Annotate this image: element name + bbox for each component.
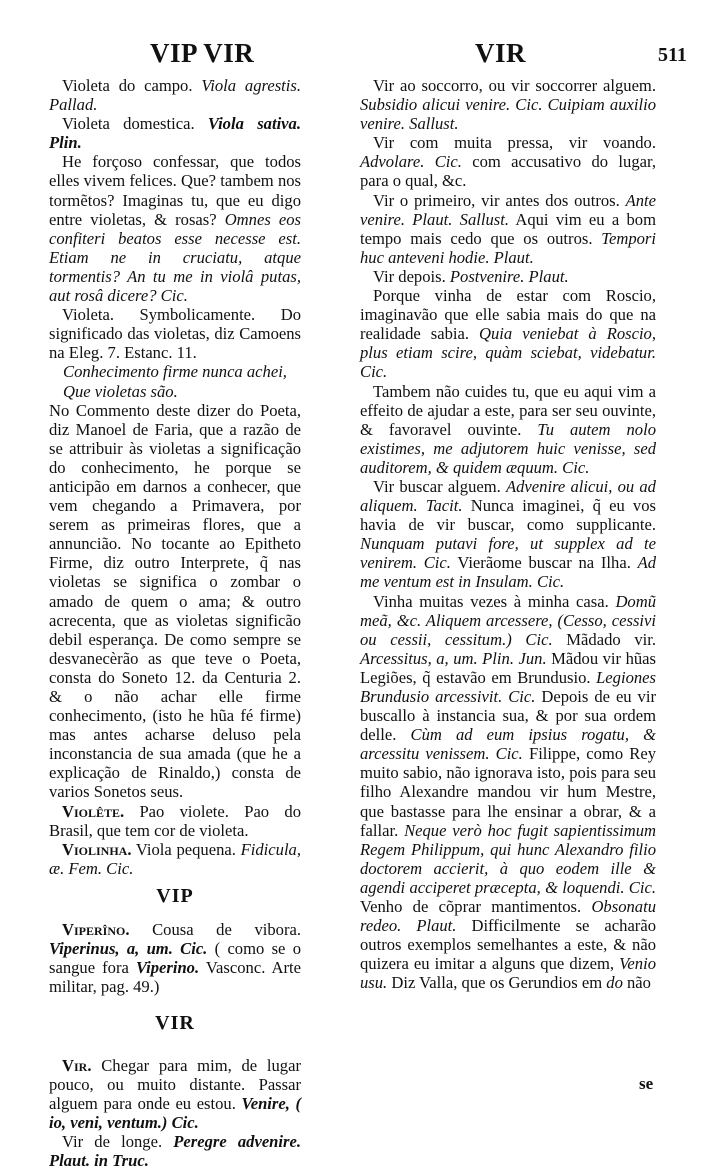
latin-text: Viola sativa. Plin. (49, 114, 301, 153)
entry-vinha-muitas (360, 592, 656, 993)
latin-text: Subsidio alicui venire. Cic. Cuipiam auxilio venire. Sallust. (360, 95, 656, 134)
latin-text: Venire, ( io, veni, ventum.) Cic. (49, 1093, 302, 1132)
latin-text: Neque verò hoc fugit sapientissimum Regem Philippum, qui hunc Alexandro filio doctorem accierit, à quo eodem ille & agendi acciperet præcepta, & loquendi. Cic. (360, 820, 657, 897)
verse-line: Que violetas são. (63, 381, 178, 401)
entry-violete (49, 802, 301, 840)
latin-text: Obsonatu redeo. Plaut. (360, 897, 656, 936)
entry-text: He forçoso confessar, que todos elles vivem felices. Que? tambem nos tormẽtos? Imaginas tu, que eu digo entre violetas, & rosas? (49, 152, 301, 229)
entry-text: Filippe, como Rey muito sabio, não ignorava isto, pois para seu filho Alexandre mandou vir hum Mestre, que bastasse para lhe ensinar a obrar, & a fallar. (360, 744, 656, 840)
entry-vir-de-longe (49, 1132, 301, 1170)
entry-text: Tambem não cuides tu, que eu aqui vim a effeito de ajudar a este, para ser seu ouvinte, & favoravel ouvinte. (360, 381, 656, 439)
latin-text: Viola agrestis. Pallad. (49, 76, 302, 115)
entry-text: Vir ao soccorro, ou vir soccorrer alguem. (373, 76, 656, 95)
latin-text: Tu autem nolo existimes, me adjutorem huic venisse, sed auditorem, & quidem æquum. Cic. (360, 419, 656, 477)
entry-text: Nunca imaginei, q̃ eu vos havia de vir buscar, como supplicante. (360, 496, 656, 535)
entry-roscio (360, 286, 656, 381)
entry-vir-primeiro (360, 191, 656, 267)
headword: Viperîno. (62, 920, 130, 940)
latin-text: Viperino. (135, 958, 200, 978)
latin-text: Advenire alicui, ou ad aliquem. Tacit. (360, 476, 656, 516)
entry-text: não (622, 973, 651, 993)
entry-text: Mãdado vir. (552, 629, 656, 649)
entry-violeta-campo (49, 76, 301, 114)
entry-text: Vir buscar alguem. (373, 476, 506, 496)
entry-vir-pressa (360, 133, 656, 190)
entry-text: Vasconc. Arte militar, pag. 49.) (49, 958, 301, 997)
entry-text: Diz Valla, que os Gerundios em (387, 973, 607, 993)
section-heading-vir: VIR (155, 1012, 195, 1035)
commentary-paragraph: No Commento deste dizer do Poeta, diz Manoel de Faria, que a razão de se attribuir às violetas a significação do conhecimento, he porque se anticipão em darnos a conhecer, que vem chegando a Primavera, por serem as primeiras flores, que a annuncião. No tocante ao Epitheto Firme, diz outro Interprete, q̃ nas violetas se significa o zombar o amado de quem o ama; & outro acrecenta, que as violetas significão debil esperança. De como sempre se desvanecèrão as que teve o Poeta, consta do Soneto 12. da Centuria 2. & o não achar elle firme conhecimento, (isto he hũa fé firme) mas antes acharse delusо pela inconstancia de sua amada (que he a explicação de Rinaldo,) consta de varios Sonetos seus. (49, 400, 301, 802)
entry-text: Violeta do campo. (62, 76, 202, 95)
entry-violeta-domestica (49, 114, 301, 152)
right-column (360, 76, 656, 993)
running-head-left: VIP VIR (150, 38, 255, 68)
entry-violinha (49, 840, 301, 878)
entry-text: Difficilmente se acharão outros exemplos semelhantes a este, & não quizera eu imitar a alguns que dizem, (360, 916, 656, 974)
entry-vir-buscar (360, 477, 656, 592)
verse-line: Conhecimento firme nunca achei, (63, 362, 287, 382)
latin-text: Peregre advenire. Plaut. in Truc. (49, 1131, 301, 1170)
latin-text: Omnes eos confiteri beatos esse necesse est. Etiam ne in cruciatu, atque tormentis? An tu me in violâ putas, aut rosâ dicere? Cic. (49, 209, 301, 306)
catchword: se (639, 1074, 654, 1093)
latin-text: Ad me ventum est in Insulam. Cic. (360, 553, 657, 592)
entry-text: Violeta domestica. (62, 114, 208, 134)
entry-text: Viola pequena. (131, 839, 241, 859)
latin-text: Nunquam putavi fore, ut supplex ad te venirem. Cic. (360, 534, 656, 573)
headword: Violête. (62, 801, 125, 821)
entry-text: Depois de eu vir buscallo à instancia sua, & por sua ordem delle. (360, 687, 656, 745)
latin-text: Postvenire. Plaut. (449, 266, 569, 286)
entry-text: Vir depois. (373, 266, 450, 286)
latin-text: Venio usu. (360, 954, 656, 993)
entry-text: Cousa de vibora. (129, 920, 301, 940)
page-number: 511 (658, 44, 687, 66)
entry-text: Porque vinha de estar com Roscio, imaginavão que elle sabia mais do que na realidade sabia. (360, 286, 656, 344)
latin-text: Advolare. Cic. (360, 152, 462, 172)
latin-text: Quia veniebat à Roscio, plus etiam scire, quàm sciebat, videbatur. Cic. (360, 324, 657, 382)
entry-text: Violeta. Symbolicamente. Do significado das violetas, diz Camoens na Eleg. 7. Estanc. 11. (49, 305, 301, 363)
entry-text: Pao violete. Pao do Brasil, que tem cor de violeta. (49, 801, 301, 840)
entry-text: ( como se o sangue fora (49, 939, 301, 978)
entry-violeta-symbolica (49, 305, 301, 362)
entry-viperino (49, 920, 301, 996)
entry-text: Chegar para mim, de lugar pouco, ou muito distante. Passar alguem para onde eu estou. (49, 1055, 301, 1113)
latin-text: do (606, 973, 623, 993)
entry-tambem (360, 382, 656, 477)
latin-text: Ante venire. Plaut. Sallust. (360, 190, 656, 229)
latin-text: Legiones Brundusio arcessivit. Cic. (360, 667, 656, 706)
entry-text: Venho de cõprar mantimentos. (360, 897, 592, 917)
entry-text: Aqui vim eu a bom tempo mais cedo que os outros. (360, 209, 656, 248)
section-heading-vip: VIP (156, 884, 194, 907)
entry-confessar (49, 152, 301, 305)
latin-text: Domũ meã, &c. Aliquem arcessere, (Cesso, cessivi ou cessii, cessitum.) Cic. (360, 591, 656, 649)
latin-text: Tempori huc anteveni hodie. Plaut. (360, 228, 656, 267)
entry-text: Vir de longe. (62, 1131, 174, 1151)
latin-text: Viperinus, a, um. Cic. (49, 939, 208, 959)
entry-text: Mãdou vir hũas Legiões, q̃ estavão em Brundusio. (360, 648, 656, 687)
latin-text: Cùm ad eum ipsius rogatu, & arcessitu venissem. Cic. (360, 725, 656, 764)
headword: Violinha. (62, 839, 132, 859)
running-head-center: VIR (475, 38, 527, 68)
entry-vir (49, 1056, 301, 1132)
latin-text: Arcessitus, a, um. Plin. Jun. (360, 648, 547, 668)
entry-text: Vinha muitas vezes à minha casa. (373, 591, 616, 611)
headword: Vir. (62, 1055, 92, 1075)
entry-vir-depois (360, 267, 656, 286)
latin-text: Fidicula, æ. Fem. Cic. (49, 839, 301, 878)
entry-text: Vir o primeiro, vir antes dos outros. (373, 190, 626, 210)
entry-vir-soccorro (360, 76, 656, 133)
entry-text: Vierãome buscar na Ilha. (450, 553, 638, 573)
entry-text: Vir com muita pressa, vir voando. (373, 133, 656, 153)
left-column (49, 76, 301, 1170)
entry-text: com accusativo do lugar, para o qual, &c. (360, 152, 656, 191)
